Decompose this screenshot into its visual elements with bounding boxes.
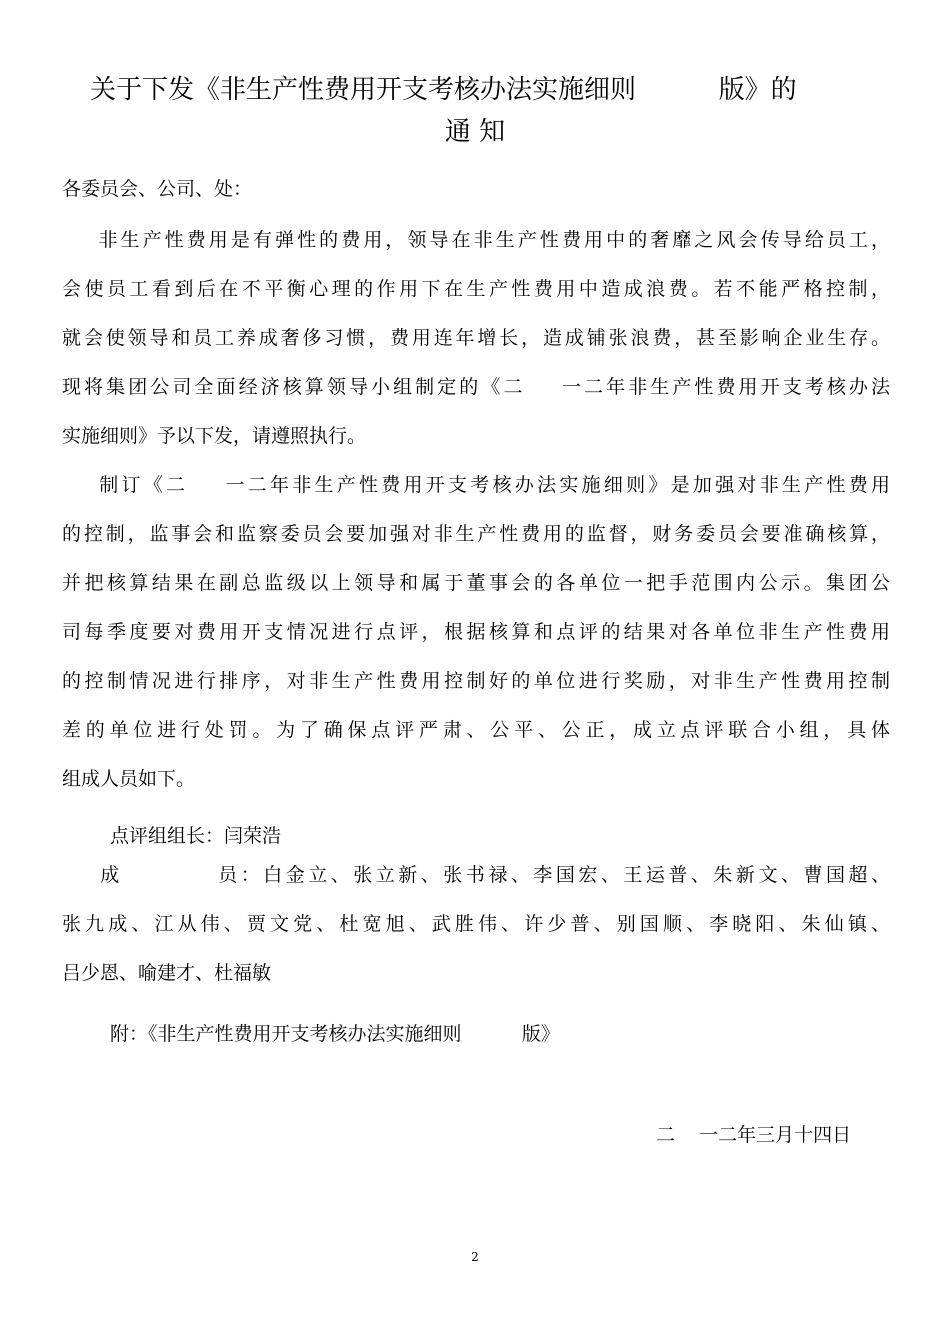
members-line: 张九成、江从伟、贾文党、杜宽旭、武胜伟、许少普、别国顺、李晓阳、朱仙镇、 bbox=[62, 913, 890, 935]
members-line: 吕少恩、喻建才、杜福敏 bbox=[62, 962, 272, 984]
paragraph-line: 制订《二 一二年非生产性费用开支考核办法实施细则》是加强对非生产性费用 bbox=[62, 474, 890, 496]
group-leader-line: 点评组组长：闫荣浩 bbox=[110, 825, 282, 847]
paragraph-1 bbox=[62, 216, 890, 461]
paragraph-line: 现将集团公司全面经济核算领导小组制定的《二 一二年非生产性费用开支考核办法 bbox=[62, 376, 890, 398]
notice-title-line1: 关于下发《非生产性费用开支考核办法实施细则 版》的 bbox=[90, 75, 797, 105]
paragraph-line: 并把核算结果在副总监级以上领导和属于董事会的各单位一把手范围内公示。集团公 bbox=[62, 572, 890, 594]
salutation: 各委员会、公司、处： bbox=[62, 178, 253, 200]
members-list bbox=[62, 851, 890, 998]
attachment-line: 附：《非生产性费用开支考核办法实施细则 版》 bbox=[110, 1023, 560, 1045]
paragraph-line: 非生产性费用是有弹性的费用，领导在非生产性费用中的奢靡之风会传导给员工， bbox=[62, 229, 890, 251]
issue-date: 二 一二年三月十四日 bbox=[656, 1124, 852, 1146]
paragraph-line: 组成人员如下。 bbox=[62, 768, 196, 790]
paragraph-line: 会使员工看到后在不平衡心理的作用下在生产性费用中造成浪费。若不能严格控制， bbox=[62, 278, 890, 300]
paragraph-line: 的控制情况进行排序，对非生产性费用控制好的单位进行奖励，对非生产性费用控制 bbox=[62, 670, 890, 692]
paragraph-line: 实施细则》予以下发，请遵照执行。 bbox=[62, 425, 367, 447]
members-line: 成 员：白金立、张立新、张书禄、李国宏、王运普、朱新文、曹国超、 bbox=[62, 864, 890, 886]
page-number: 2 bbox=[471, 1250, 479, 1264]
paragraph-line: 差的单位进行处罚。为了确保点评严肃、公平、公正，成立点评联合小组，具体 bbox=[62, 719, 890, 741]
paragraph-line: 就会使领导和员工养成奢侈习惯，费用连年增长，造成铺张浪费，甚至影响企业生存。 bbox=[62, 327, 890, 349]
paragraph-line: 司每季度要对费用开支情况进行点评，根据核算和点评的结果对各单位非生产性费用 bbox=[62, 621, 890, 643]
paragraph-2 bbox=[62, 461, 890, 804]
notice-title-line2: 通 知 bbox=[444, 117, 506, 147]
paragraph-line: 的控制，监事会和监察委员会要加强对非生产性费用的监督，财务委员会要准确核算， bbox=[62, 523, 890, 545]
